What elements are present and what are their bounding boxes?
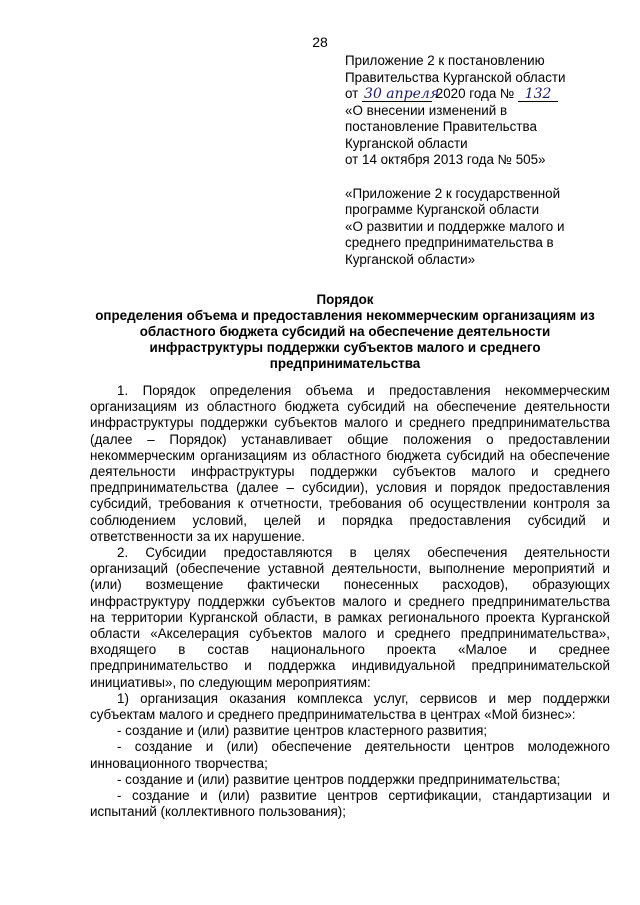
body-line: 1) организация оказания комплекса услуг, сервисов и мер поддержки <box>117 690 610 706</box>
body-line: инфраструктуры поддержки субъектов малого и среднего предпринимательства <box>90 415 610 431</box>
header-line: Приложение 2 к постановлению <box>345 53 545 68</box>
header-line: Правительства Курганской области <box>345 69 566 85</box>
header-line: Курганской области <box>345 135 468 151</box>
title-line: областного бюджета субсидий на обеспечение деятельности <box>139 324 551 339</box>
body-line: организациям из областного бюджета субсидий на обеспечение деятельности <box>90 399 610 415</box>
header-line: среднего предпринимательства в <box>345 235 554 250</box>
document-body <box>90 383 610 820</box>
header-date-line <box>345 86 615 103</box>
paragraph-3 <box>90 691 610 723</box>
body-line: соблюдением условий, целей и порядка предоставления субсидий и <box>90 512 610 528</box>
body-line: некоммерческим организациям из областного бюджета субсидий на обеспечение <box>90 447 610 463</box>
paragraph-1 <box>90 383 610 545</box>
paragraph-4 <box>90 723 610 739</box>
page-number: 28 <box>312 34 328 50</box>
body-line: инициативы», по следующим мероприятиям: <box>90 674 371 690</box>
body-line: входящего в состав национального проекта «Малое и среднее <box>90 642 610 658</box>
body-line: предпринимательство и поддержка индивидуальной предпринимательской <box>90 658 610 674</box>
body-line: - создание и (или) развитие центров поддержки предпринимательства; <box>117 771 561 787</box>
body-line: (далее – Порядок) устанавливает общие положения о предоставлении <box>90 431 610 447</box>
body-line: - создание и (или) развитие центров сертификации, стандартизации и <box>117 788 610 804</box>
header-line: Курганской области» <box>345 251 476 267</box>
handwritten-date: 30 апреля <box>364 86 440 102</box>
header-line: «О внесении изменений в <box>345 102 508 118</box>
body-line: инновационного творчества; <box>90 755 268 771</box>
date-prefix: от <box>345 86 359 101</box>
body-line: субъектам малого и среднего предпринимательства в центрах «Мой бизнес»: <box>90 707 576 723</box>
paragraph-5 <box>90 739 610 771</box>
appendix-header <box>345 53 615 268</box>
paragraph-7 <box>90 788 610 820</box>
paragraph-2 <box>90 545 610 691</box>
body-line: субсидий, требования к отчетности, требования об осуществлении контроля за <box>90 496 610 512</box>
body-line: на территории Курганской области, в рамках регионального проекта Курганской <box>90 609 610 625</box>
body-line: инфраструктуру поддержки субъектов малого и среднего предпринимательства <box>90 593 610 609</box>
body-line: предпринимательства (далее – субсидии), условия и порядок предоставления <box>90 480 610 496</box>
header-line: «О развитии и поддержке малого и <box>345 218 565 234</box>
body-line: (или) возмещение фактически понесенных расходов), образующих <box>90 577 610 593</box>
body-line: ответственности за их нарушение. <box>90 528 306 544</box>
body-line: организаций (обеспечение уставной деятельности, выполнение мероприятий и <box>90 561 610 577</box>
title-line: предпринимательства <box>269 356 421 371</box>
body-line: деятельности инфраструктуры поддержки субъектов малого и среднего <box>90 464 610 480</box>
header-line: от 14 октября 2013 года № 505» <box>345 152 546 167</box>
body-line: - создание и (или) развитие центров кластерного развития; <box>117 723 488 739</box>
title-line: определения объема и предоставления некоммерческим организациям из <box>95 308 595 323</box>
header-line: «Приложение 2 к государственной <box>345 185 561 201</box>
document-title <box>80 292 610 372</box>
body-line: 1. Порядок определения объема и предоставления некоммерческим <box>117 383 610 398</box>
date-middle: 2020 года № <box>435 86 515 101</box>
paragraph-6 <box>90 772 610 788</box>
header-line: постановление Правительства <box>345 119 537 134</box>
body-line: - создание и (или) обеспечение деятельности центров молодежного <box>117 739 610 755</box>
body-line: испытаний (коллективного пользования); <box>90 804 346 820</box>
title-line: Порядок <box>316 292 374 307</box>
header-line: программе Курганской области <box>345 202 540 217</box>
title-line: инфраструктуры поддержки субъектов малого и среднего <box>149 340 541 355</box>
body-line: 2. Субсидии предоставляются в целях обеспечения деятельности <box>117 545 610 561</box>
body-line: области «Акселерация субъектов малого и среднего предпринимательства», <box>90 626 610 642</box>
handwritten-number: 132 <box>518 87 558 102</box>
